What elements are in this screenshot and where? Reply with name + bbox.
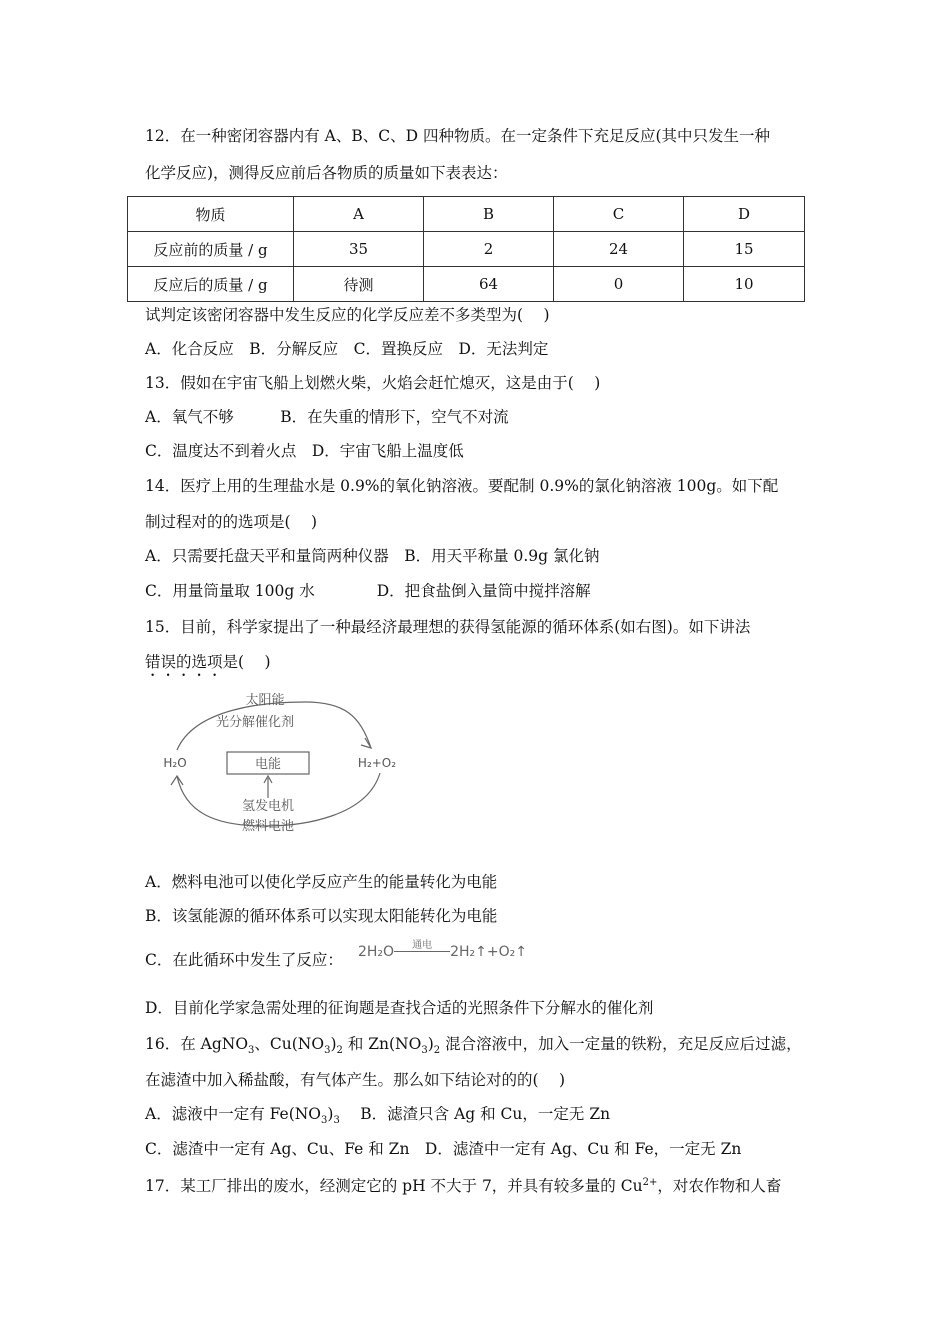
table-header-cell: D bbox=[684, 197, 805, 232]
q16-stem-line1 bbox=[145, 1034, 802, 1061]
q16-options-line1 bbox=[145, 1104, 610, 1131]
table-header-cell: C bbox=[554, 197, 684, 232]
equation-line bbox=[394, 951, 450, 952]
q16-option-text: B．滤渣只含 Ag 和 Cu，一定无 Zn bbox=[339, 1105, 611, 1123]
superscript: 2+ bbox=[642, 1177, 658, 1188]
q16-options-line2: C．滤渣中一定有 Ag、Cu、Fe 和 Zn D．滤渣中一定有 Ag、Cu 和 Fe，一定无 Zn bbox=[145, 1140, 742, 1158]
label-electric-energy: 电能 bbox=[254, 757, 282, 772]
table-header-row bbox=[128, 197, 805, 232]
table-cell: 2 bbox=[424, 232, 554, 267]
q16-text: ) bbox=[330, 1035, 337, 1053]
table-header-cell: A bbox=[294, 197, 424, 232]
q13-stem: 13．假如在宇宙飞船上划燃火柴，火焰会赶忙熄灭，这是由于( ) bbox=[145, 374, 601, 392]
q17-stem bbox=[145, 1173, 781, 1196]
q13-options-line2: C．温度达不到着火点 D．宇宙飞船上温度低 bbox=[145, 442, 464, 460]
q12-stem-line2: 化学反应)，测得反应前后各物质的质量如下表表达： bbox=[145, 164, 508, 182]
table-cell: 0 bbox=[554, 267, 684, 302]
q12-question: 试判定该密闭容器中发生反应的化学反应差不多类型为( ) bbox=[145, 306, 550, 324]
subscript: 3 bbox=[321, 1115, 328, 1127]
label-water: H₂O bbox=[163, 756, 187, 770]
q15-stem-line2 bbox=[145, 652, 271, 680]
subscript: 2 bbox=[433, 1045, 441, 1057]
electrolysis-equation bbox=[358, 940, 527, 960]
q12-stem-line1: 12．在一种密闭容器内有 A、B、C、D 四种物质。在一定条件下充足反应(其中只发生一种 bbox=[145, 127, 770, 145]
q17-text: 17．某工厂排出的废水，经测定它的 pH 不大于 7，并具有较多量的 Cu bbox=[145, 1177, 643, 1196]
table-cell: 64 bbox=[424, 267, 554, 302]
q15-option-c: C．在此循环中发生了反应： bbox=[145, 951, 343, 969]
q15-option-a: A．燃料电池可以使化学反应产生的能量转化为电能 bbox=[145, 873, 498, 891]
q16-text: 16．在 AgNO bbox=[145, 1035, 249, 1053]
q15-option-d: D．目前化学家急需处理的征询题是查找合适的光照条件下分解水的催化剂 bbox=[145, 999, 654, 1017]
q14-stem-line1: 14．医疗上用的生理盐水是 0.9%的氧化钠溶液。要配制 0.9%的氯化钠溶液 100g。如下配 bbox=[145, 477, 779, 495]
equation-arrow bbox=[394, 940, 450, 959]
q12-options: A．化合反应 B．分解反应 C．置换反应 D．无法判定 bbox=[145, 340, 549, 358]
subscript: 3 bbox=[324, 1045, 331, 1057]
table-cell: 10 bbox=[684, 267, 805, 302]
table-cell: 15 bbox=[684, 232, 805, 267]
subscript: 2 bbox=[336, 1045, 343, 1057]
table-header-cell: 物质 bbox=[128, 197, 294, 232]
table-row bbox=[128, 232, 805, 267]
subscript: 3 bbox=[421, 1045, 428, 1057]
q16-text: 混合溶液中，加入一定量的铁粉，充足反应后过滤， bbox=[440, 1035, 802, 1053]
q15-stem-line1: 15．目前，科学家提出了一种最经济最理想的获得氢能源的循环体系(如右图)。如下讲法 bbox=[145, 618, 751, 636]
subscript: 3 bbox=[333, 1115, 340, 1127]
hydrogen-cycle-diagram bbox=[155, 688, 415, 838]
q16-text: 、Cu(NO bbox=[254, 1035, 325, 1053]
label-photocatalyst: 光分解催化剂 bbox=[215, 715, 295, 730]
q16-stem-line2: 在滤渣中加入稀盐酸，有气体产生。那么如下结论对的的( ) bbox=[145, 1071, 566, 1089]
q14-stem-line2: 制过程对的的选项是( ) bbox=[145, 513, 318, 531]
table-cell: 24 bbox=[554, 232, 684, 267]
table-row bbox=[128, 267, 805, 302]
q13-options-line1: A．氧气不够 B．在失重的情形下，空气不对流 bbox=[145, 408, 509, 426]
mass-table bbox=[127, 196, 805, 302]
label-fuel-cell: 燃料电池 bbox=[241, 819, 295, 834]
q16-option-text: A．滤液中一定有 Fe(NO bbox=[145, 1105, 322, 1123]
table-cell: 35 bbox=[294, 232, 424, 267]
q16-option-text: ) bbox=[327, 1105, 334, 1123]
label-solar-energy: 太阳能 bbox=[245, 693, 285, 708]
equation-condition: 通电 bbox=[412, 940, 433, 951]
table-cell: 待测 bbox=[294, 267, 424, 302]
q17-text: ，对农作物和人畜 bbox=[657, 1177, 782, 1196]
q15-emphasis-text: 错误的选项 bbox=[145, 653, 223, 671]
q16-text: ) bbox=[427, 1035, 434, 1053]
q15-option-b: B．该氢能源的循环体系可以实现太阳能转化为电能 bbox=[145, 907, 498, 925]
q15-stem-rest: 是( ) bbox=[222, 653, 271, 671]
q16-text: 和 Zn(NO bbox=[342, 1035, 422, 1053]
table-header-cell: B bbox=[424, 197, 554, 232]
table-cell: 反应前的质量 / g bbox=[128, 232, 294, 267]
subscript: 3 bbox=[248, 1045, 255, 1057]
label-hydrogen-oxygen: H₂+O₂ bbox=[357, 756, 397, 770]
equation-products: 2H₂↑+O₂↑ bbox=[450, 944, 527, 960]
table-cell: 反应后的质量 / g bbox=[128, 267, 294, 302]
q14-options-line2: C．用量筒量取 100g 水 D．把食盐倒入量筒中搅拌溶解 bbox=[145, 582, 591, 600]
equation-reactant: 2H₂O bbox=[358, 944, 395, 960]
q14-options-line1: A．只需要托盘天平和量筒两种仪器 B．用天平称量 0.9g 氯化钠 bbox=[145, 547, 600, 565]
label-hydrogen-generator: 氢发电机 bbox=[241, 799, 295, 814]
